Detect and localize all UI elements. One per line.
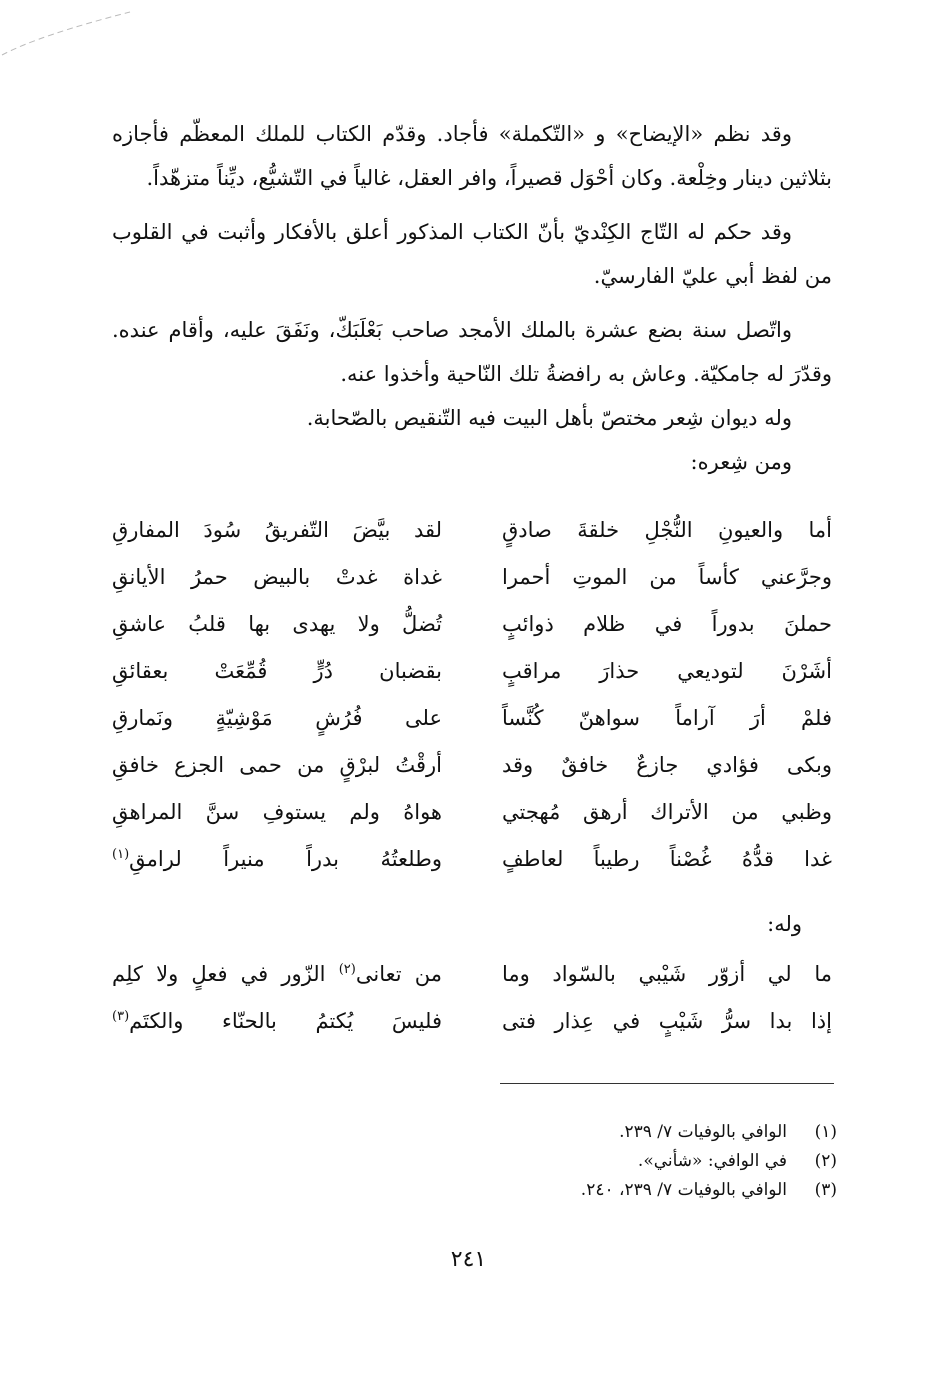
paragraph-5: ومن شِعره: [690, 450, 792, 474]
section-label: وله: [767, 912, 802, 936]
verse [112, 553, 832, 600]
paragraph-2: وقد حكم له التّاج الكِنْديّ بأنّ الكتاب المذكور أعلق بالأفكار وأثبت في القلوب من لفظ أبي عليّ الفارسيّ. [112, 220, 832, 288]
verse [112, 741, 832, 788]
hemistich-right: حملنَ بدوراً في ظلام ذوائبٍ [502, 611, 832, 636]
hemistich-left [112, 847, 442, 871]
footnote-text: الوافي بالوفيات ٧/ ٢٣٩، ٢٤٠. [580, 1180, 787, 1200]
hemistich-text: من تعانى [355, 961, 442, 986]
verse [112, 835, 832, 882]
hemistich-left: تُضلُّ ولا يهدى بها قلبُ عاشقِ [112, 611, 442, 636]
poem-2 [112, 950, 832, 1044]
footnotes [581, 1118, 837, 1205]
hemistich-right: إذا بدا سرُّ شَيْبٍ في عِذار فتى [502, 1008, 832, 1033]
hemistich-right: أشَرْنَ لتوديعي حذارَ مراقبٍ [502, 658, 832, 683]
hemistich-left: بقضبان دُرٍّ قُمِّعَتْ بعقائقِ [112, 658, 442, 683]
paragraph-3: واتّصل سنة بضع عشرة بالملك الأمجد صاحب بَعْلَبَكّ، ونَفَقَ عليه، وأقام عنده. وقدّرَ له جامكيّة. وعاش به رافضةُ تلك النّاحية وأخذوا عنه. [112, 318, 832, 386]
verse [112, 950, 832, 997]
footnote-text: في الوافي: «شأني». [637, 1151, 787, 1171]
hemistich-text: الزّور في فعلٍ ولا كلِم [112, 961, 339, 986]
footnote-number: (٢) [814, 1151, 837, 1171]
hemistich-left: أرقْتُ لبرْقٍ من حمى الجزع خافقِ [112, 752, 442, 777]
footnote-divider [500, 1083, 834, 1084]
main-text [112, 112, 832, 1044]
verse [112, 647, 832, 694]
hemistich-right: فلمْ أرَ آراماً سواهنّ كُنَّساً [502, 705, 832, 730]
scan-artifact-mark [0, 0, 140, 60]
verse [112, 997, 832, 1044]
hemistich-right: وظبي من الأتراك أرهق مُهجتي [502, 799, 832, 824]
footnote [581, 1118, 837, 1147]
footnote [581, 1176, 837, 1205]
hemistich-left: على فُرُشٍ مَوْشِيّةٍ ونَمارقِ [112, 705, 442, 730]
hemistich-right: ما لي أزوّر شَيْبي بالسّواد وما [502, 961, 832, 986]
footnote-number: (١) [814, 1122, 837, 1142]
verse [112, 506, 832, 553]
paragraph-1: وقد نظم «الإيضاح» و «التّكملة» فأجاد. وقدّم الكتاب للملك المعظّم فأجازه بثلاثين دينار وخِلْعة. وكان أحْوَل قصيراً، وافر العقل، غالياً في التّشيُّع، ديِّناً متزهّداً. [112, 122, 832, 190]
footnote-text: الوافي بالوفيات ٧/ ٢٣٩. [619, 1122, 787, 1142]
hemistich-text: وطلعتُهُ بدراً منيراً لرامقِ [129, 846, 442, 871]
hemistich-left: غداة غدتْ بالبيض حمرُ الأيانقِ [112, 564, 442, 589]
verse [112, 600, 832, 647]
hemistich-right: وبكى فؤادي جازعٌ خافقٌ وقد [502, 752, 832, 777]
footnote-marker: (١) [112, 846, 130, 862]
hemistich-left [112, 1009, 442, 1033]
hemistich-left: لقد بيَّضَ التّفريقُ سُودَ المفارقِ [112, 517, 442, 542]
hemistich-left: هواهُ ولم يستوفِ سنَّ المراهقِ [112, 799, 442, 824]
footnote-marker: (٢) [338, 961, 356, 977]
verse [112, 694, 832, 741]
hemistich-left [112, 962, 442, 986]
footnote-number: (٣) [814, 1180, 837, 1200]
paragraph-4: وله ديوان شِعر مختصّ بأهل البيت فيه التّنقيص بالصّحابة. [306, 406, 792, 430]
hemistich-right: غدا قدُّهُ غُصْناً رطيباً لعاطفٍ [502, 846, 832, 871]
page-number: ٢٤١ [450, 1247, 487, 1272]
footnote [581, 1147, 837, 1176]
hemistich-text: فليسَ يُكتمُ بالحنّاء والكتَم [129, 1008, 442, 1033]
verse [112, 788, 832, 835]
footnote-marker: (٣) [112, 1008, 130, 1024]
poem-1 [112, 506, 832, 882]
hemistich-right: أما والعيونِ النُّجْلِ خلقةَ صادقٍ [502, 517, 832, 542]
hemistich-right: وجرَّعني كأساً من الموتِ أحمرا [502, 564, 832, 589]
